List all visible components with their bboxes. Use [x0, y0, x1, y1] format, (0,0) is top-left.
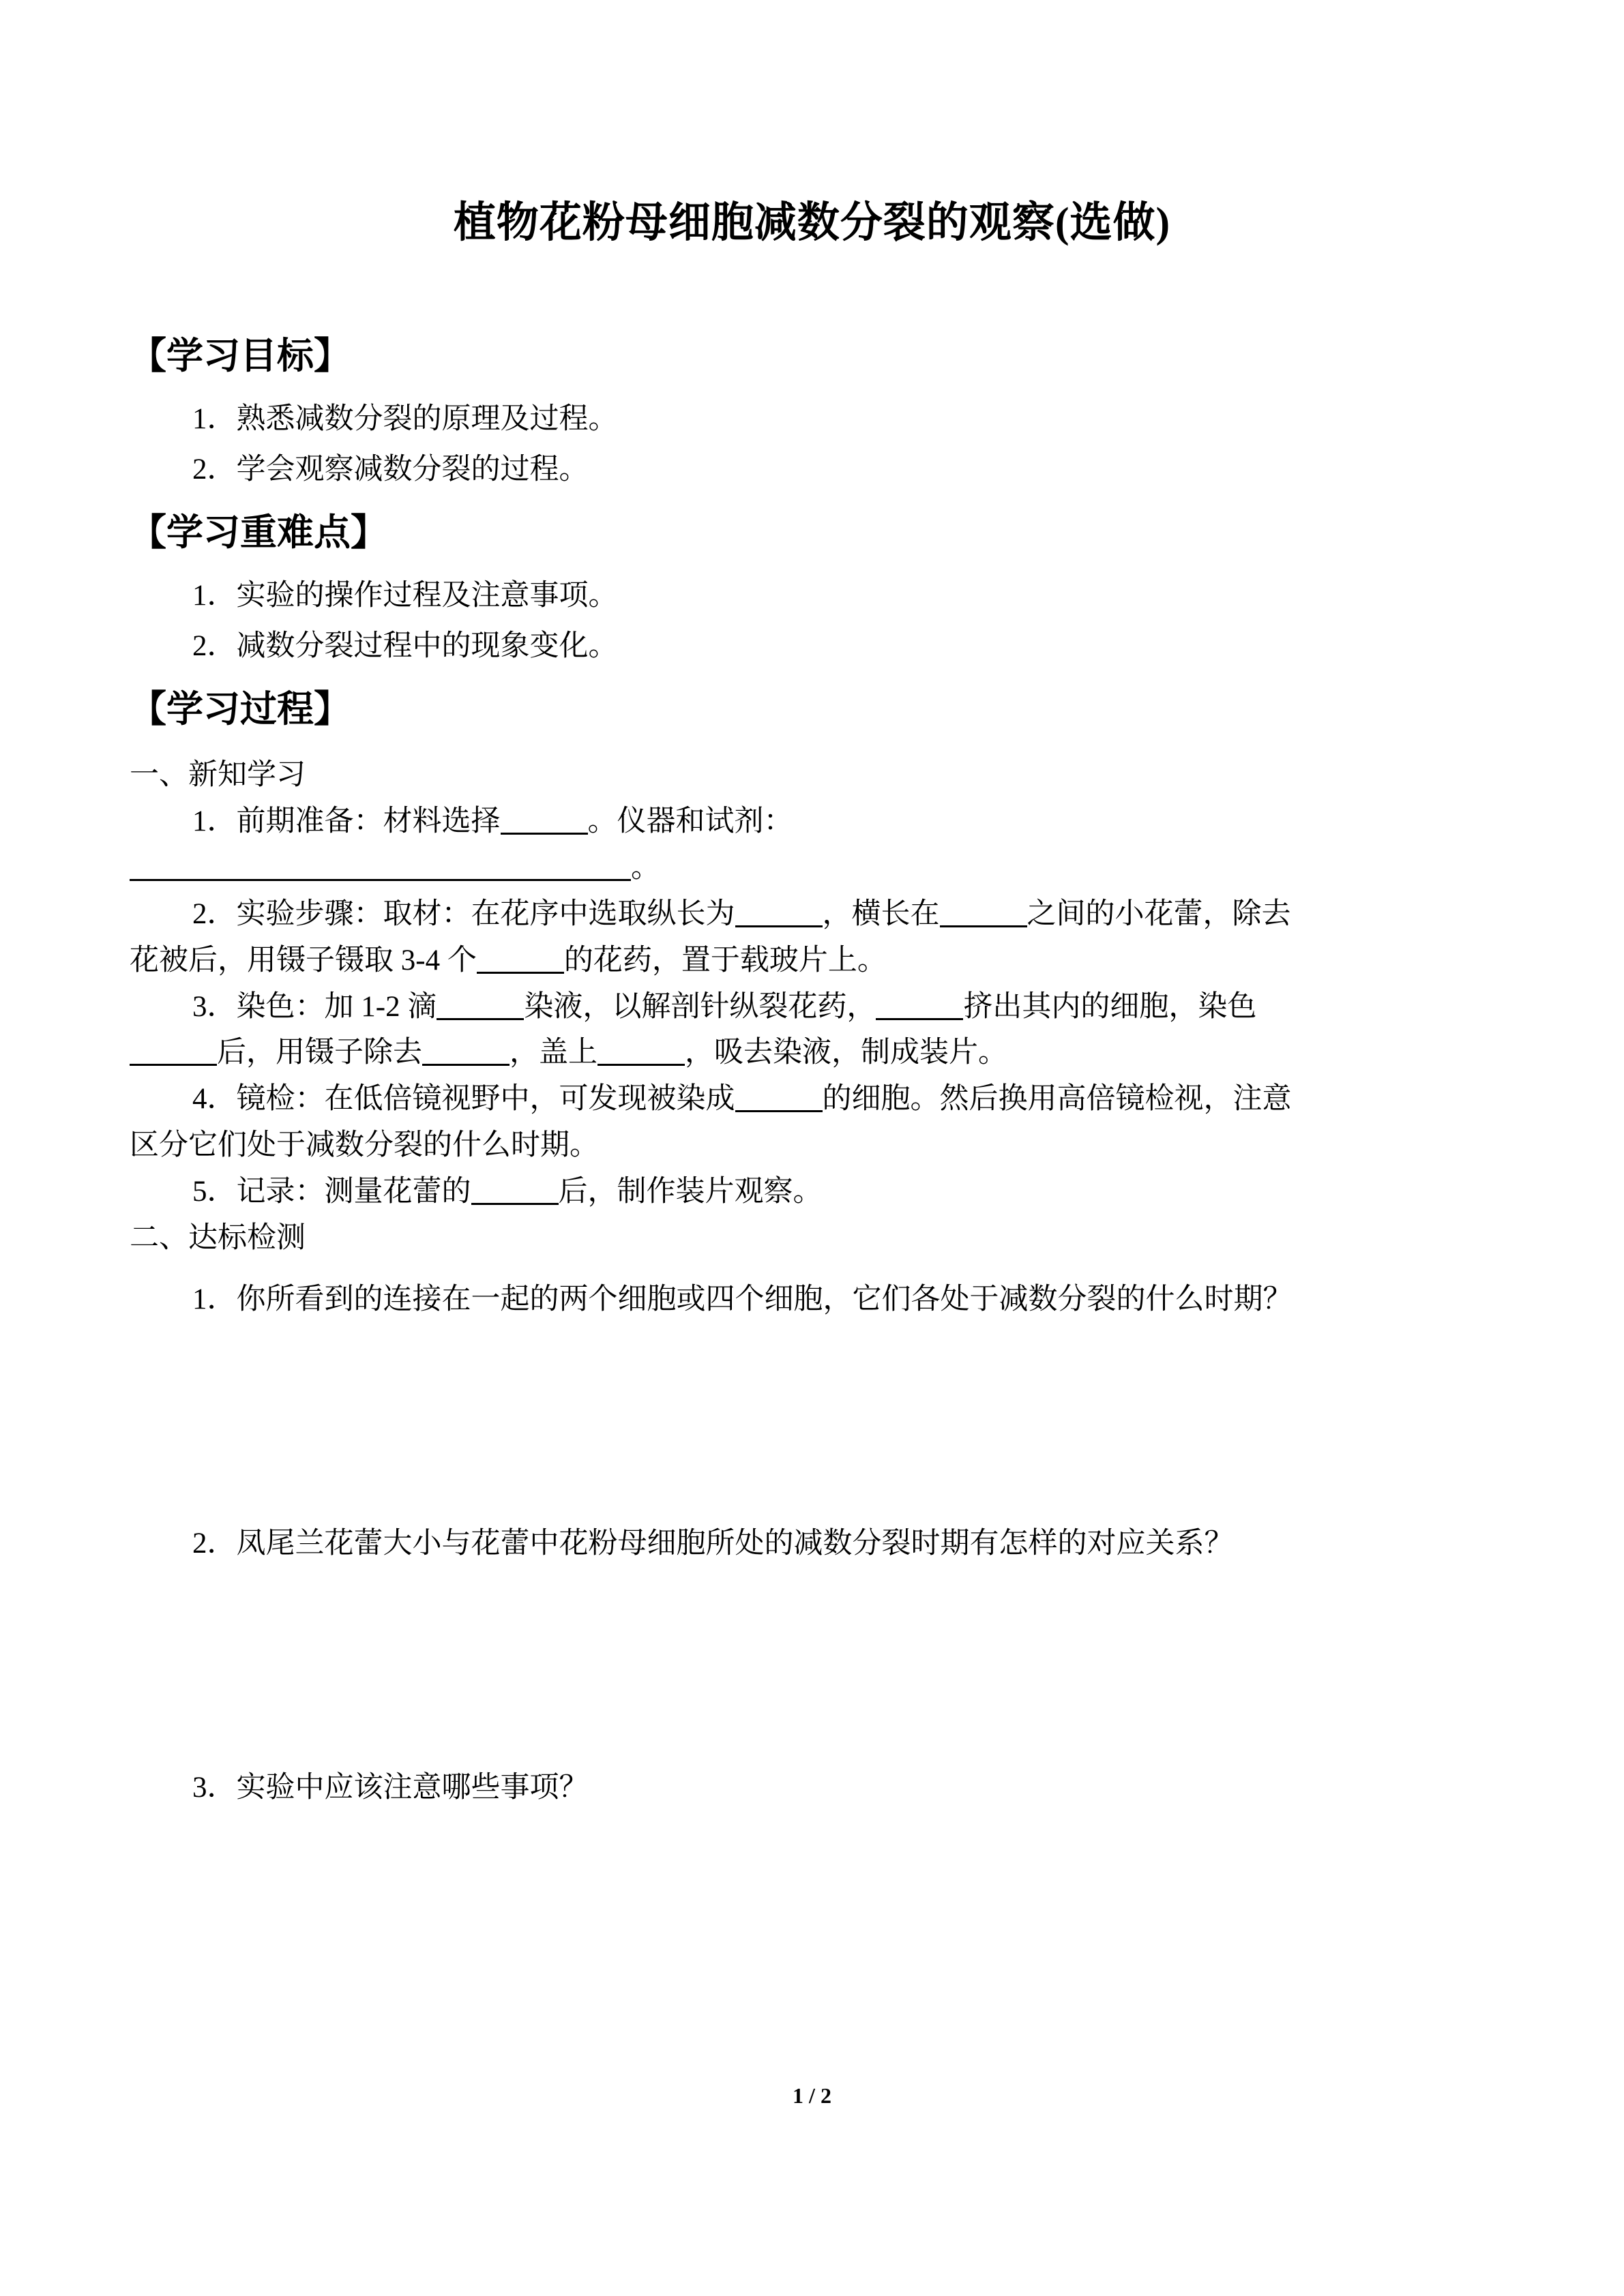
subsection-label-new-knowledge: 一、新知学习: [130, 758, 306, 791]
step-2-text-b: ，横长在: [822, 897, 940, 930]
step-5-line-1: [130, 1169, 1494, 1215]
page-number-footer: 1 / 2: [793, 2083, 831, 2108]
page-title: 植物花粉母细胞减数分裂的观察(选做): [453, 200, 1171, 246]
objective-item-2: 2．学会观察减数分裂的过程。: [192, 453, 589, 486]
step-2-text-c: 之间的小花蕾，除去: [1027, 897, 1291, 930]
step-3-blank-4[interactable]: [422, 1064, 510, 1066]
section-heading-objectives: 【学习目标】: [130, 336, 351, 377]
step-1-blank-2[interactable]: [130, 879, 631, 881]
section-heading-process: 【学习过程】: [130, 688, 351, 730]
step-2-blank-3[interactable]: [477, 972, 564, 974]
step-4-line-2: 区分它们处于减数分裂的什么时期。: [130, 1129, 599, 1162]
step-2-line-2: [130, 938, 1494, 984]
step-3-text-d: 后，用镊子除去: [217, 1037, 422, 1069]
step-1-line-1: [130, 799, 1494, 845]
step-3-blank-1[interactable]: [437, 1018, 524, 1020]
step-2-text-e: 的花药，置于载玻片上。: [563, 944, 887, 976]
step-2-text-d: 花被后，用镊子镊取 3-4 个: [130, 944, 477, 976]
step-1-line-2: [130, 845, 1494, 891]
step-4-text-a: 4．镜检：在低倍镜视野中，可发现被染成: [192, 1083, 735, 1116]
step-3-blank-3[interactable]: [130, 1064, 217, 1066]
step-3-line-1: [130, 984, 1494, 1030]
key-point-item-2: 2．减数分裂过程中的现象变化。: [192, 629, 618, 662]
answer-space-2[interactable]: [130, 1567, 1494, 1765]
step-5-text-b: 后，制作装片观察。: [558, 1176, 823, 1208]
step-3-text-f: ，吸去染液，制成装片。: [685, 1037, 1007, 1069]
step-3-text-c: 挤出其内的细胞，染色: [963, 990, 1257, 1023]
step-3-text-a: 3．染色：加 1-2 滴: [192, 990, 437, 1023]
step-3-blank-2[interactable]: [876, 1018, 963, 1020]
step-4-line-1: [130, 1076, 1494, 1122]
step-1-text-c: 。: [631, 851, 660, 884]
step-3-text-e: ，盖上: [510, 1037, 597, 1069]
step-1-blank-1[interactable]: [501, 833, 588, 835]
step-5-text-a: 5．记录：测量花蕾的: [192, 1176, 471, 1208]
key-point-item-1: 1．实验的操作过程及注意事项。: [192, 580, 618, 612]
objective-item-1: 1．熟悉减数分裂的原理及过程。: [192, 403, 618, 436]
step-5-blank-1[interactable]: [471, 1203, 559, 1205]
answer-space-1[interactable]: [130, 1323, 1494, 1521]
step-2-blank-2[interactable]: [940, 925, 1027, 927]
step-3-blank-5[interactable]: [597, 1064, 685, 1066]
step-2-blank-1[interactable]: [735, 925, 823, 927]
step-3-line-2: [130, 1030, 1494, 1076]
step-4-text-b: 的细胞。然后换用高倍镜检视，注意: [822, 1083, 1292, 1116]
step-2-text-a: 2．实验步骤：取材：在花序中选取纵长为: [192, 897, 735, 930]
step-1-text-a: 1．前期准备：材料选择: [192, 805, 501, 837]
assessment-question-2: 2．凤尾兰花蕾大小与花蕾中花粉母细胞所处的减数分裂时期有怎样的对应关系？: [192, 1527, 1234, 1560]
section-heading-key-points: 【学习重难点】: [130, 512, 387, 554]
assessment-question-1: 1．你所看到的连接在一起的两个细胞或四个细胞，它们各处于减数分裂的什么时期？: [192, 1283, 1293, 1316]
subsection-label-assessment: 二、达标检测: [130, 1222, 306, 1255]
step-3-text-b: 染液，以解剖针纵裂花药，: [524, 990, 876, 1023]
assessment-question-3: 3．实验中应该注意哪些事项？: [192, 1772, 589, 1804]
step-4-blank-1[interactable]: [735, 1110, 823, 1112]
step-2-line-1: [130, 891, 1494, 938]
step-1-text-b: 。仪器和试剂：: [587, 805, 793, 837]
